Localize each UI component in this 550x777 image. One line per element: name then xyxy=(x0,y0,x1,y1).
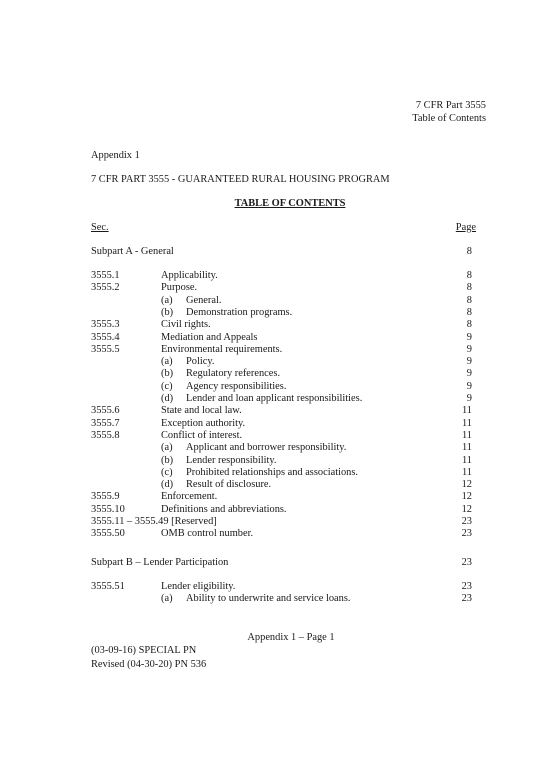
toc-page-number: 23 xyxy=(461,581,472,592)
subpart-a-row[interactable] xyxy=(0,246,550,259)
subpart-a-page: 8 xyxy=(466,246,472,257)
toc-page-number: 11 xyxy=(461,417,472,429)
subpart-b-page: 23 xyxy=(461,557,472,568)
toc-page-number: 23 xyxy=(461,516,472,527)
toc-section-number: 3555.9 xyxy=(91,491,120,503)
toc-row[interactable] xyxy=(0,295,550,308)
column-header-sec: Sec. xyxy=(91,222,109,233)
toc-row[interactable] xyxy=(0,381,550,394)
toc-row[interactable] xyxy=(0,528,550,541)
toc-section-title: Definitions and abbreviations. xyxy=(161,503,287,515)
subpart-b-row[interactable] xyxy=(0,557,550,570)
toc-section-title: Mediation and Appeals xyxy=(161,331,258,343)
toc-row[interactable] xyxy=(0,479,550,492)
toc-section-title: Applicability. xyxy=(161,270,218,281)
toc-row[interactable] xyxy=(0,516,550,529)
toc-page-number: 11 xyxy=(461,442,472,454)
toc-subsection-title: Policy. xyxy=(186,356,215,368)
toc-row[interactable] xyxy=(0,270,550,283)
toc-row[interactable] xyxy=(0,504,550,517)
toc-section-title: Civil rights. xyxy=(161,319,211,331)
toc-row[interactable] xyxy=(0,319,550,332)
toc-row[interactable] xyxy=(0,356,550,369)
toc-row[interactable] xyxy=(0,593,550,606)
toc-section-title: Lender eligibility. xyxy=(161,581,236,592)
toc-page-number: 9 xyxy=(466,393,472,404)
toc-page-number: 12 xyxy=(461,503,472,515)
toc-row[interactable] xyxy=(0,307,550,320)
toc-row[interactable] xyxy=(0,442,550,455)
toc-subsection-title: Demonstration programs. xyxy=(186,306,293,318)
toc-page-number: 8 xyxy=(466,270,472,281)
toc-page-number: 8 xyxy=(466,282,472,294)
toc-page-number: 9 xyxy=(466,356,472,368)
toc-page-number: 12 xyxy=(461,491,472,503)
toc-section-title: OMB control number. xyxy=(161,528,254,540)
toc-section-number: 3555.1 xyxy=(91,270,120,281)
toc-row[interactable] xyxy=(0,344,550,357)
toc-subsection-letter: (b) xyxy=(161,368,174,380)
toc-heading: TABLE OF CONTENTS xyxy=(234,198,346,209)
toc-section-title: Enforcement. xyxy=(161,491,218,503)
footer-page-label: Appendix 1 – Page 1 xyxy=(247,632,335,643)
footer-revised: Revised (04-30-20) PN 536 xyxy=(91,659,207,670)
toc-row[interactable] xyxy=(0,393,550,406)
toc-subsection-letter: (b) xyxy=(161,454,174,466)
column-header-page: Page xyxy=(455,222,476,233)
toc-section-number: 3555.7 xyxy=(91,417,120,429)
toc-section-number: 3555.11 – 3555.49 [Reserved] xyxy=(91,516,217,527)
toc-row[interactable] xyxy=(0,581,550,594)
toc-subsection-letter: (a) xyxy=(161,356,173,368)
toc-page-number: 9 xyxy=(466,368,472,380)
toc-subsection-title: Regulatory references. xyxy=(186,368,281,380)
toc-row[interactable] xyxy=(0,491,550,504)
toc-page-number: 8 xyxy=(466,306,472,318)
toc-section-title: Exception authority. xyxy=(161,417,246,429)
toc-subsection-title: Result of disclosure. xyxy=(186,479,272,491)
toc-subsection-letter: (d) xyxy=(161,479,174,491)
toc-subsection-letter: (c) xyxy=(161,380,173,392)
toc-subsection-title: Applicant and borrower responsibility. xyxy=(186,442,347,454)
subpart-a-title: Subpart A - General xyxy=(91,246,174,257)
toc-page-number: 11 xyxy=(461,454,472,466)
toc-subsection-letter: (c) xyxy=(161,466,173,478)
toc-subsection-title: Prohibited relationships and associations. xyxy=(186,466,358,478)
toc-section-number: 3555.51 xyxy=(91,581,125,592)
toc-page-number: 9 xyxy=(466,380,472,392)
toc-subsection-title: Agency responsibilities. xyxy=(186,380,287,392)
toc-subsection-title: Lender responsibility. xyxy=(186,454,277,466)
toc-row[interactable] xyxy=(0,467,550,480)
toc-section-number: 3555.4 xyxy=(91,331,120,343)
toc-row[interactable] xyxy=(0,368,550,381)
toc-section-number: 3555.6 xyxy=(91,405,120,417)
toc-subsection-letter: (b) xyxy=(161,306,174,318)
toc-subsection-title: General. xyxy=(186,294,222,306)
toc-section-title: Conflict of interest. xyxy=(161,429,243,441)
toc-subsection-letter: (a) xyxy=(161,442,173,454)
subpart-b-title: Subpart B – Lender Participation xyxy=(91,557,229,568)
toc-subsection-letter: (a) xyxy=(161,294,173,306)
toc-page-number: 11 xyxy=(461,405,472,417)
toc-page-number: 23 xyxy=(461,593,472,605)
toc-row[interactable] xyxy=(0,332,550,345)
toc-section-title: Environmental requirements. xyxy=(161,343,283,355)
toc-subsection-title: Lender and loan applicant responsibilities. xyxy=(186,393,363,404)
toc-subsection-title: Ability to underwrite and service loans. xyxy=(186,593,351,605)
toc-section-number: 3555.5 xyxy=(91,343,120,355)
footer-issued: (03-09-16) SPECIAL PN xyxy=(91,645,197,656)
toc-page-number: 23 xyxy=(461,528,472,540)
toc-row[interactable] xyxy=(0,405,550,418)
toc-page-number: 11 xyxy=(461,429,472,441)
toc-section-title: Purpose. xyxy=(161,282,198,294)
program-title: 7 CFR PART 3555 - GUARANTEED RURAL HOUSING PROGRAM xyxy=(91,174,390,185)
toc-page-number: 11 xyxy=(461,466,472,478)
toc-section-title: State and local law. xyxy=(161,405,242,417)
toc-subsection-letter: (d) xyxy=(161,393,174,404)
toc-row[interactable] xyxy=(0,430,550,443)
toc-page-number: 9 xyxy=(466,343,472,355)
toc-page-number: 12 xyxy=(461,479,472,491)
toc-section-number: 3555.50 xyxy=(91,528,125,540)
toc-page-number: 8 xyxy=(466,294,472,306)
toc-section-number: 3555.10 xyxy=(91,503,125,515)
toc-section-number: 3555.2 xyxy=(91,282,120,294)
toc-section-number: 3555.3 xyxy=(91,319,120,331)
header-toc-label: Table of Contents xyxy=(412,113,486,124)
toc-page-number: 9 xyxy=(466,331,472,343)
toc-section-number: 3555.8 xyxy=(91,429,120,441)
header-part-label: 7 CFR Part 3555 xyxy=(415,100,486,111)
appendix-label: Appendix 1 xyxy=(91,150,140,161)
toc-page-number: 8 xyxy=(466,319,472,331)
toc-row[interactable] xyxy=(0,418,550,431)
toc-row[interactable] xyxy=(0,455,550,468)
toc-subsection-letter: (a) xyxy=(161,593,173,605)
toc-row[interactable] xyxy=(0,282,550,295)
